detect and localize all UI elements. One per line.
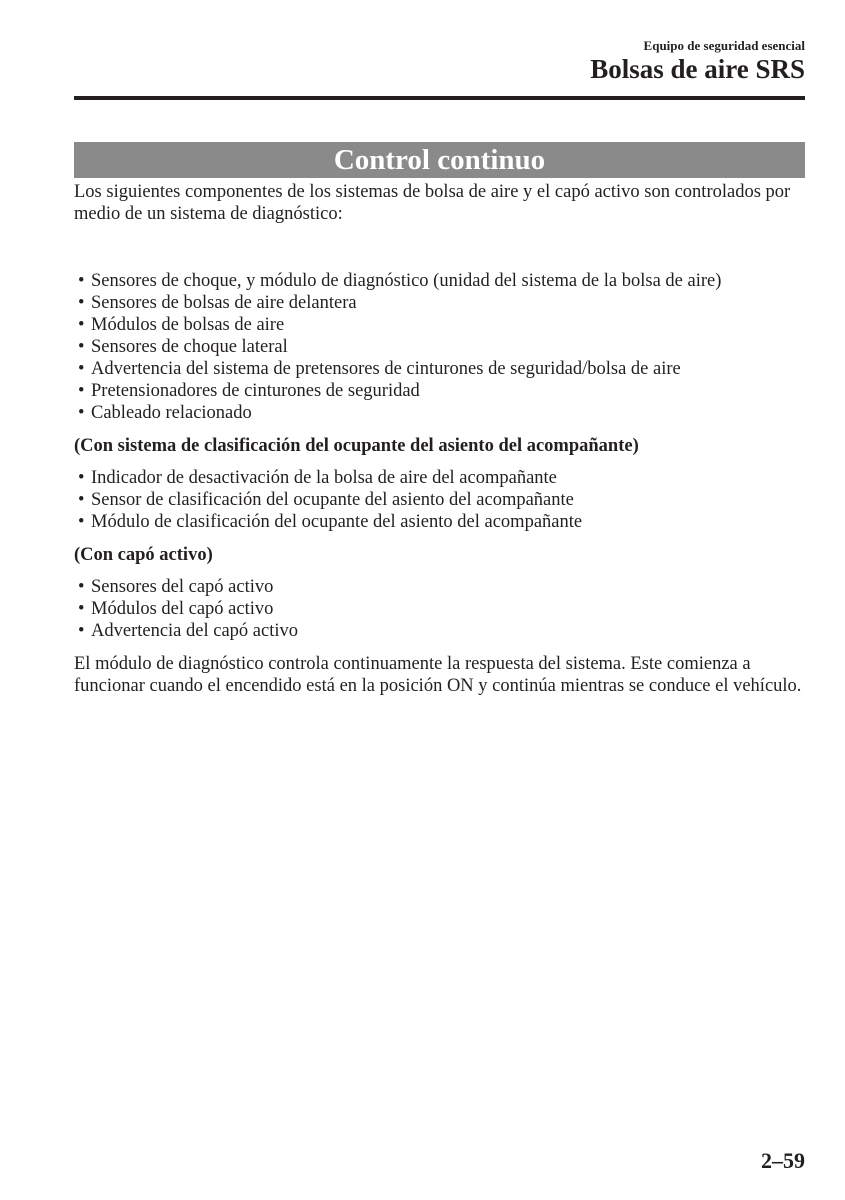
list-item bbox=[78, 489, 805, 511]
list-item-text: Sensores de bolsas de aire delantera bbox=[91, 293, 357, 313]
list-item bbox=[78, 467, 805, 489]
list-item-text: Pretensionadores de cinturones de seguridad bbox=[91, 381, 420, 401]
bullet-icon: • bbox=[78, 381, 85, 401]
header-title: Bolsas de aire SRS bbox=[590, 54, 805, 84]
list-item bbox=[78, 336, 805, 358]
list-item-text: Módulos del capó activo bbox=[91, 599, 274, 619]
list-item bbox=[78, 380, 805, 402]
component-list bbox=[74, 270, 805, 424]
list-item bbox=[78, 598, 805, 620]
occupant-list bbox=[74, 467, 805, 533]
bullet-icon: • bbox=[78, 577, 85, 597]
section-banner: Control continuo bbox=[74, 142, 805, 178]
list-item-text: Advertencia del capó activo bbox=[91, 621, 298, 641]
header-rule bbox=[74, 96, 805, 100]
list-item bbox=[78, 358, 805, 380]
list-item-text: Sensores del capó activo bbox=[91, 577, 274, 597]
list-item-text: Advertencia del sistema de pretensores de cinturones de seguridad/bolsa de aire bbox=[91, 359, 681, 379]
list-item-text: Módulo de clasificación del ocupante del asiento del acompañante bbox=[91, 512, 583, 532]
bullet-icon: • bbox=[78, 403, 85, 423]
list-item-text: Indicador de desactivación de la bolsa de aire del acompañante bbox=[91, 468, 557, 488]
bullet-icon: • bbox=[78, 337, 85, 357]
bullet-icon: • bbox=[78, 315, 85, 335]
bullet-icon: • bbox=[78, 621, 85, 641]
hood-list bbox=[74, 576, 805, 642]
list-item bbox=[78, 270, 805, 292]
bullet-icon: • bbox=[78, 512, 85, 532]
page-content bbox=[74, 181, 805, 697]
list-item bbox=[78, 292, 805, 314]
bullet-icon: • bbox=[78, 468, 85, 488]
list-item-text: Sensor de clasificación del ocupante del asiento del acompañante bbox=[91, 490, 574, 510]
list-item bbox=[78, 511, 805, 533]
bullet-icon: • bbox=[78, 599, 85, 619]
list-item-text: Sensores de choque lateral bbox=[91, 337, 288, 357]
bullet-icon: • bbox=[78, 271, 85, 291]
list-item-text: Módulos de bolsas de aire bbox=[91, 315, 285, 335]
list-item bbox=[78, 620, 805, 642]
occupant-section-heading: (Con sistema de clasificación del ocupante del asiento del acompañante) bbox=[74, 436, 639, 456]
page-number: 2–59 bbox=[761, 1148, 805, 1173]
bullet-icon: • bbox=[78, 293, 85, 313]
hood-section-heading: (Con capó activo) bbox=[74, 545, 213, 565]
list-item bbox=[78, 576, 805, 598]
list-item bbox=[78, 402, 805, 424]
intro-paragraph: Los siguientes componentes de los sistemas de bolsa de aire y el capó activo son controlados por medio de un sistema de diagnóstico: bbox=[74, 182, 791, 224]
list-item-text: Cableado relacionado bbox=[91, 403, 252, 423]
bullet-icon: • bbox=[78, 359, 85, 379]
header-section-label: Equipo de seguridad esencial bbox=[643, 38, 805, 53]
bullet-icon: • bbox=[78, 490, 85, 510]
closing-paragraph: El módulo de diagnóstico controla continuamente la respuesta del sistema. Este comienza a funcionar cuando el encendido está en la posición ON y continúa mientras se conduce el vehículo. bbox=[74, 654, 802, 696]
list-item-text: Sensores de choque, y módulo de diagnóstico (unidad del sistema de la bolsa de aire) bbox=[91, 271, 722, 291]
list-item bbox=[78, 314, 805, 336]
